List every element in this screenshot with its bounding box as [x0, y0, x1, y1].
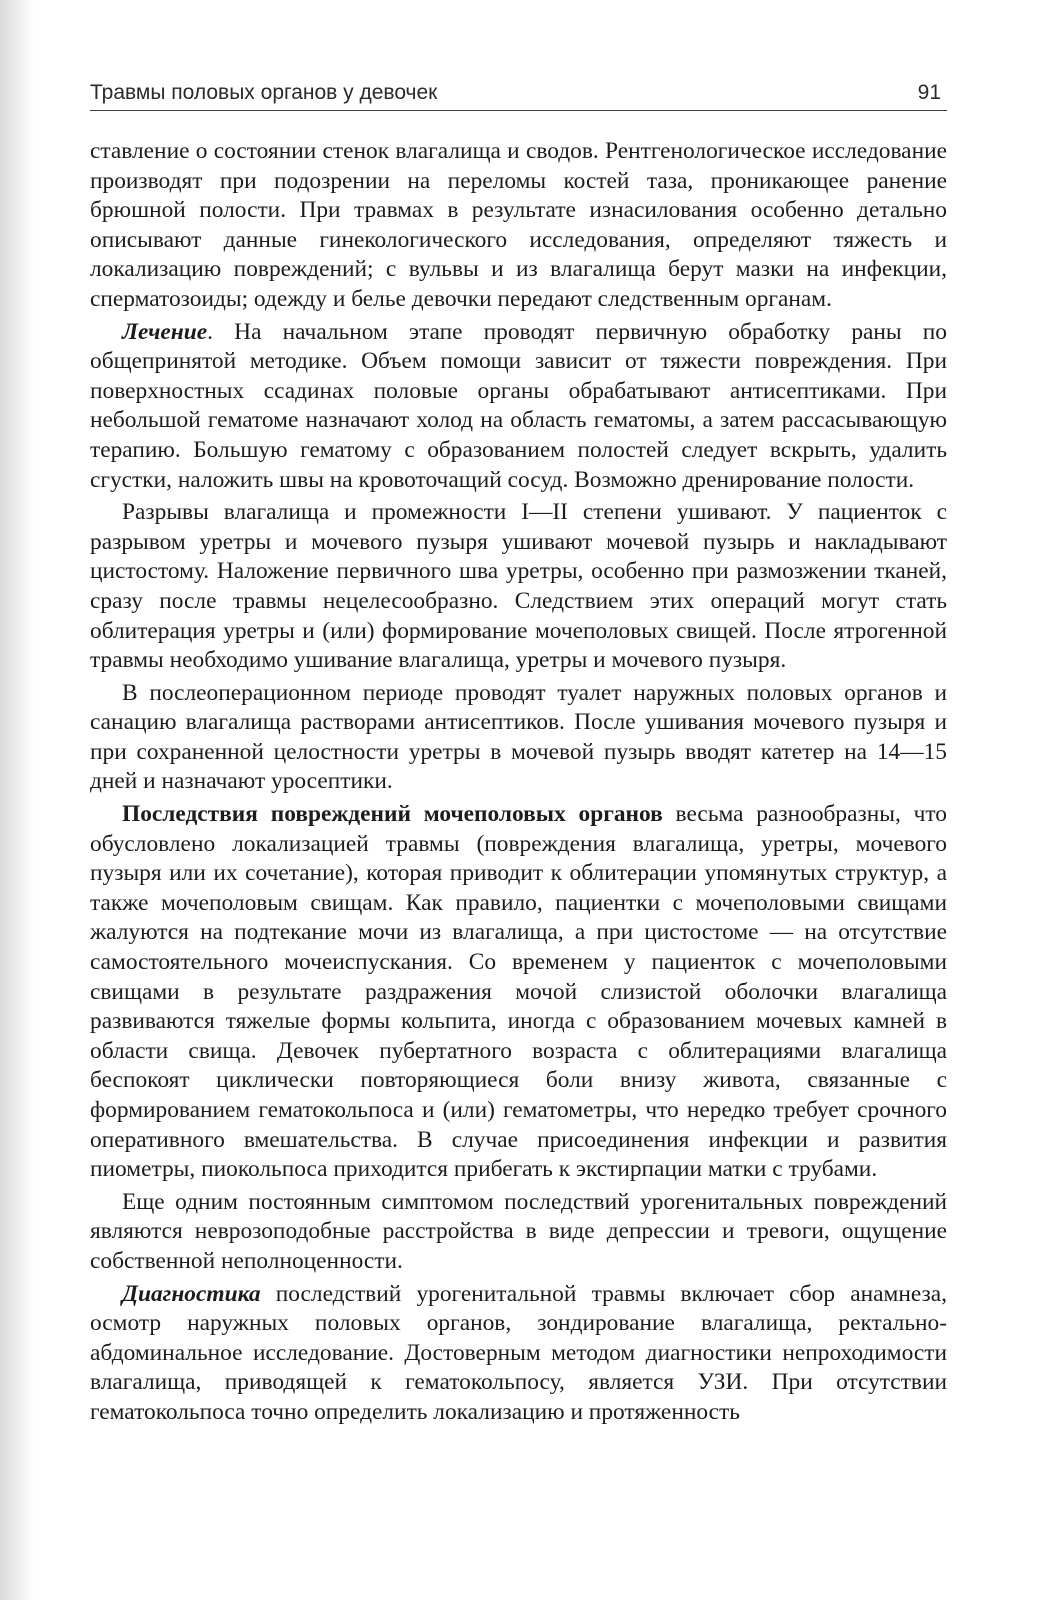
paragraph — [90, 679, 947, 797]
paragraph — [90, 1280, 947, 1428]
paragraph — [90, 1188, 947, 1277]
header-title: Травмы половых органов у девочек — [90, 81, 438, 104]
paragraph-text: Разрывы влагалища и промежности I—II степени ушивают. У пациенток с разрывом уретры и мочевого пузыря ушивают мочевой пузырь и накладывают цистостому. Наложение первичного шва уретры, особенно при размозжении тканей, сразу после травмы нецелесообразно. Следствием этих операций могут стать облитерация уретры и (или) формирование мочеполовых свищей. После ятрогенной травмы необходимо ушивание влагалища, уретры и мочевого пузыря. — [90, 499, 947, 674]
paragraph-lead: Последствия повреждений мочеполовых органов — [122, 801, 663, 828]
text-body — [90, 137, 947, 1431]
paragraph — [90, 800, 947, 1185]
paragraph-text: ставление о состоянии стенок влагалища и сводов. Рентгенологическое исследование производят при подозрении на переломы костей таза, проникающее ранение брюшной полости. При травмах в результате изнасилования особенно детально описывают данные гинекологического исследования, определяют тяжесть и локализацию повреждений; с вульвы и из влагалища берут мазки на инфекции, сперматозоиды; одежду и белье девочки передают следственным органам. — [90, 138, 947, 312]
paragraph — [90, 318, 947, 496]
paragraph-text: . На начальном этапе проводят первичную обработку раны по общепринятой методике. Объем помощи зависит от тяжести повреждения. При поверхностных ссадинах половые органы обрабатывают антисептиками. При небольшой гематоме назначают холод на область гематомы, а затем рассасывающую терапию. Большую гематому с образованием полостей следует вскрыть, удалить сгустки, наложить швы на кровоточащий сосуд. Возможно дренирование полости. — [90, 318, 947, 493]
paragraph-text: последствий урогенитальной травмы включает сбор анамнеза, осмотр наружных половых органов, зондирование влагалища, ректально-абдоминальное исследование. Достоверным методом диагностики непроходимости влагалища, приводящей к гематокольпосу, является УЗИ. При отсутствии гематокольпоса точно определить локализацию и протяженность — [90, 1280, 947, 1425]
paragraph — [90, 137, 947, 315]
paragraph-lead: Лечение — [122, 318, 208, 345]
paragraph-text: весьма разнообразны, что обусловлено локализацией травмы (повреждения влагалища, уретры, мочевого пузыря или их сочетание), которая приводит к облитерации упомянутых структур, а также мочеполовым свищам. Как правило, пациентки с мочеполовыми свищами жалуются на подтекание мочи из влагалища, а при цистостоме — на отсутствие самостоятельного мочеиспускания. Со временем у пациенток с мочеполовыми свищами в результате раздражения мочой слизистой оболочки влагалища развиваются тяжелые формы кольпита, иногда с образованием мочевых камней в области свища. Девочек пубертатного возраста с облитерациями влагалища беспокоят циклически повторяющиеся боли внизу живота, связанные с формированием гематокольпоса и (или) гематометры, что нередко требует срочного оперативного вмешательства. В случае присоединения инфекции и развития пиометры, пиокольпоса приходится прибегать к экстирпации матки с трубами. — [90, 801, 947, 1183]
page-number: 91 — [917, 81, 941, 104]
running-header — [90, 80, 947, 111]
page-edge-shadow — [0, 0, 34, 1600]
paragraph-text: Еще одним постоянным симптомом последствий урогенитальных повреждений являются неврозоподобные расстройства в виде депрессии и тревоги, ощущение собственной неполноценности. — [90, 1188, 947, 1274]
paragraph-text: В послеоперационном периоде проводят туалет наружных половых органов и санацию влагалища растворами антисептиков. После ушивания мочевого пузыря и при сохраненной целостности уретры в мочевой пузырь вводят катетер на 14—15 дней и назначают уросептики. — [90, 679, 947, 795]
paragraph — [90, 498, 947, 676]
paragraph-lead: Диагностика — [122, 1280, 261, 1307]
